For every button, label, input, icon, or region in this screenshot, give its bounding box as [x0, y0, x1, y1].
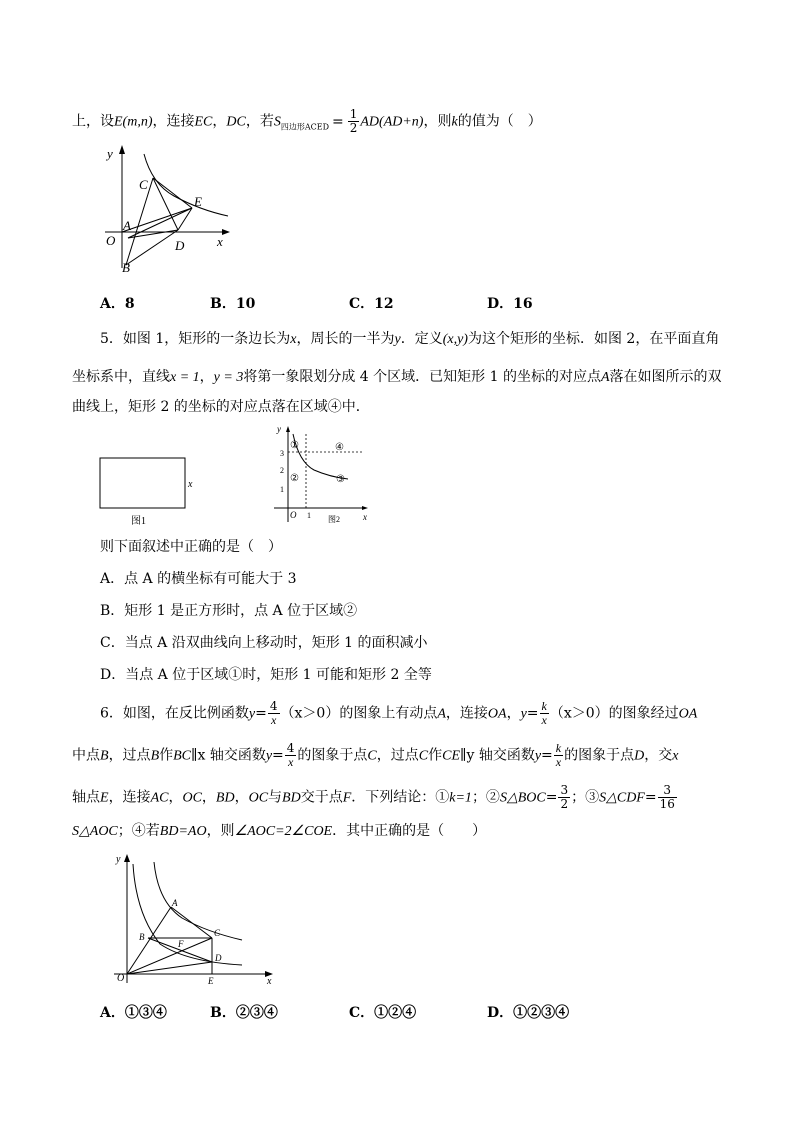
q6-frac-4x-2	[285, 742, 297, 769]
q6-bd-2: BD	[282, 790, 301, 806]
q6-l2-j: ，交	[644, 747, 673, 764]
q6-label-o: O	[117, 973, 125, 984]
q5-fig2-hyperbola	[293, 434, 348, 479]
q6-l4-b: ；④若	[117, 823, 160, 839]
q5-fig2-tick-2: 2	[280, 466, 284, 475]
q6-b-2: B	[150, 748, 160, 764]
q4-text-b: ，连接	[152, 113, 195, 130]
q6-frac-3-2	[558, 784, 570, 811]
q6-line-4	[72, 822, 486, 841]
q5-prompt: 则下面叙述中正确的是（ ）	[100, 539, 282, 555]
q4-label-a: A	[123, 218, 131, 233]
q6-l2-i: 的图象于点	[564, 747, 635, 764]
q6-eq-1: =	[255, 705, 267, 722]
q6-label-x: x	[267, 976, 272, 987]
q5-line-2	[72, 368, 722, 387]
q6-ac: AC	[150, 790, 169, 806]
q6-frac-4x-1	[268, 700, 280, 727]
q5-fig2-caption: 图2	[328, 515, 340, 524]
q6-e-1: E	[100, 790, 109, 806]
q5-line-1	[100, 330, 719, 349]
q4-seg-cd	[153, 178, 178, 230]
q6-l2-e: 的图象于点	[297, 747, 368, 764]
q6-oc-2: OC	[248, 790, 269, 806]
q6-label-d: D	[215, 953, 222, 963]
q4-seg-dc: DC	[226, 114, 246, 130]
q6-l2-c: 作	[159, 747, 174, 764]
q5-fig2-y-label: y	[277, 424, 281, 434]
q5-fig1-x-label: x	[188, 479, 193, 490]
q6-frac-3-16-num: 3	[658, 784, 677, 798]
q6-seg-od	[127, 962, 212, 974]
q6-option-d[interactable]: D．①②③④	[487, 1005, 570, 1021]
q4-option-a[interactable]: A．8	[100, 296, 135, 312]
q6-l4-e: ∠AOC=2∠COE	[234, 824, 333, 839]
q5-fig2-x-arrow	[362, 506, 368, 510]
q6-y-4: y	[534, 748, 542, 764]
q6-b-1: B	[100, 748, 109, 764]
q5-l1-d: 为这个矩形的坐标．如图 2，在平面直角	[467, 331, 720, 347]
q5-line-3: 曲线上，矩形 2 的坐标的对应点落在区域④中．	[72, 399, 370, 415]
q4-label-e: E	[194, 194, 202, 209]
q6-l1-b: 的图象上有动点	[339, 705, 438, 722]
q6-frac-3-16	[658, 784, 677, 811]
q5-rectangle-1	[100, 458, 185, 508]
q6-line-1	[100, 700, 697, 728]
q6-k1: k=1	[449, 790, 472, 806]
q4-label-b: B	[122, 260, 130, 275]
q5-fig2-region-3: ③	[336, 474, 345, 485]
q4-label-y: y	[107, 146, 113, 161]
q6-l4-f: ．其中正确的是（ ）	[332, 823, 487, 839]
q6-frac-kx-2-num: k	[555, 741, 562, 755]
q5-l1-xy: (x,y)	[442, 332, 468, 347]
q6-y-2: y	[520, 706, 527, 722]
q6-figure	[102, 850, 282, 990]
q6-s-cdf: S△CDF	[599, 790, 645, 806]
q5-l2-a-point: A	[600, 370, 610, 385]
q6-l3-d: 与	[268, 789, 283, 806]
q6-label-a: A	[172, 898, 178, 908]
q6-hyperbola-4x	[154, 862, 242, 940]
q6-frac-4x-2-den: x	[287, 755, 294, 769]
q6-l1-d: 的图象经过	[608, 705, 679, 722]
q6-s-aoc: S△AOC	[72, 824, 118, 839]
q5-l2-y3: y = 3	[213, 370, 244, 385]
q6-frac-4x-1-den: x	[271, 713, 277, 727]
q4-text-c: ，若	[245, 113, 274, 130]
q6-l2-b: ，过点	[108, 747, 151, 764]
q5-l2-a: 坐标系中，直线	[72, 369, 170, 385]
q6-bc: BC	[173, 748, 192, 764]
q5-fig2-region-2: ②	[290, 473, 299, 484]
q4-half-num: 1	[349, 107, 358, 121]
q6-frac-kx-1-den: x	[541, 713, 547, 727]
q5-option-c[interactable]: C．当点 A 沿双曲线向上移动时，矩形 1 的面积减小	[100, 635, 428, 651]
q4-label-c: C	[139, 177, 148, 192]
q6-l2-g: 作	[428, 747, 443, 764]
q6-eq-3: =	[272, 747, 284, 764]
q4-area-s: S	[273, 114, 281, 130]
q6-oa-1: OA	[487, 706, 507, 722]
q6-l1-c: ，连接	[445, 705, 488, 722]
q5-figure-1	[96, 455, 206, 530]
q6-l3-c1: ，	[168, 789, 183, 806]
q4-x-arrow	[222, 229, 230, 235]
q4-half-den: 2	[349, 121, 358, 135]
q6-frac-3-16-den: 16	[659, 797, 675, 811]
q6-seg-oc	[127, 938, 212, 974]
q6-f-1: F	[342, 790, 352, 806]
q6-seg-oa	[127, 907, 171, 974]
q4-option-b[interactable]: B．10	[210, 296, 256, 312]
q6-label-c: C	[214, 928, 221, 938]
q6-line-3	[72, 784, 678, 812]
q6-frac-kx-1-num: k	[541, 699, 547, 713]
q6-oc-1: OC	[182, 790, 202, 806]
q5-fig2-origin: O	[290, 510, 297, 520]
q5-l1-x: x	[290, 332, 297, 347]
q5-l1-y: y	[394, 332, 401, 347]
q5-fig2-tick-3: 3	[280, 449, 284, 458]
q6-label-e: E	[208, 976, 214, 986]
q4-eq: =	[332, 113, 344, 130]
q6-label-f: F	[178, 939, 184, 949]
q4-label-x: x	[217, 234, 223, 249]
q5-fig2-region-4: ④	[335, 442, 344, 453]
q6-l4-d: ，则	[206, 823, 235, 839]
q6-option-c[interactable]: C．①②④	[349, 1005, 417, 1021]
q4-half-fraction	[348, 108, 360, 135]
q6-c-1: C	[367, 748, 377, 764]
q6-eq-2: =	[526, 705, 539, 722]
q4-area-sub: 四边形ACED	[280, 122, 329, 132]
q5-fig1-caption: 图1	[131, 516, 146, 527]
q6-line-2	[72, 742, 678, 770]
q6-frac-3-2-den: 2	[560, 797, 569, 811]
q5-l2-x1: x = 1	[170, 370, 200, 385]
q6-hyperbola-kx	[133, 864, 242, 965]
q4-text-d: ，则	[423, 113, 452, 130]
q6-c-2: C	[418, 748, 429, 764]
q6-eq-5: =	[545, 789, 558, 806]
q5-l2-d: 落在如图所示的双	[609, 369, 722, 385]
q5-l1-c: ．定义	[400, 331, 443, 347]
q6-frac-4x-2-num: 4	[286, 741, 295, 755]
q5-fig2-region-1: ①	[290, 440, 299, 451]
q4-label-o: O	[106, 233, 116, 248]
q6-frac-kx-2	[554, 742, 563, 769]
q6-cond-2: （x＞0）	[549, 705, 609, 722]
q4-comma: ，	[212, 113, 227, 130]
q6-frac-4x-1-num: 4	[269, 699, 278, 713]
q6-l3-c3: ，	[234, 789, 249, 806]
q6-l3-b: ，连接	[108, 789, 151, 806]
q4-text-e: 的值为（ ）	[457, 113, 542, 130]
q6-l3-e: 交于点	[300, 789, 343, 806]
q5-l1-a: 5．如图 1，矩形的一条边长为	[100, 331, 291, 347]
q5-fig2-tick-x1: 1	[307, 511, 311, 520]
q5-fig2-y-arrow	[286, 426, 290, 432]
q6-l3-g: ；②	[471, 789, 500, 806]
q6-bd-1: BD	[215, 790, 235, 806]
q4-text-line	[72, 108, 542, 136]
q6-l3-a: 轴点	[72, 789, 100, 806]
q6-l3-c2: ，	[201, 789, 216, 806]
q6-option-b[interactable]: B．②③④	[210, 1005, 278, 1021]
q4-option-c[interactable]: C．12	[349, 296, 394, 312]
q4-seg-ce	[153, 178, 192, 208]
q6-label-y: y	[116, 854, 121, 865]
q6-frac-kx-1	[540, 700, 549, 727]
q4-area-expr: AD(AD+n)	[360, 114, 424, 130]
q6-l1-a: 6．如图，在反比例函数	[100, 705, 249, 722]
q4-option-d[interactable]: D．16	[487, 296, 533, 312]
q4-text-a: 上，设	[72, 113, 114, 130]
q5-fig2-tick-1: 1	[280, 485, 284, 494]
q6-x-axis-word: x	[672, 748, 679, 764]
q6-option-a[interactable]: A．①③④	[100, 1005, 167, 1021]
q6-l2-d: ∥x 轴交函数	[191, 747, 266, 764]
q5-l1-b: ，周长的一半为	[296, 331, 395, 347]
q6-l4-c: BD=AO	[159, 824, 207, 839]
q6-s-boc: S△BOC	[499, 790, 546, 806]
q4-seg-od-a	[122, 208, 192, 232]
q6-eq-6: =	[644, 789, 657, 806]
q6-label-b: B	[139, 932, 145, 942]
q5-l2-c: 将第一象限划分成 4 个区域．已知矩形 1 的坐标的对应点	[243, 369, 601, 385]
q6-comma-1: ，	[506, 705, 521, 722]
q6-d-1: D	[634, 748, 645, 764]
q5-l2-b: ，	[199, 369, 214, 385]
q6-cond-1: （x＞0）	[280, 705, 340, 722]
q5-option-a[interactable]: A．点 A 的横坐标有可能大于 3	[100, 571, 297, 587]
q4-y-arrow	[119, 145, 125, 154]
q6-ce: CE	[442, 748, 460, 764]
q4-seg-ec: EC	[194, 114, 213, 130]
q5-figure-2	[268, 422, 373, 527]
q6-frac-kx-2-den: x	[555, 755, 562, 769]
q6-l2-f: ，过点	[376, 747, 419, 764]
q6-y-arrow	[124, 854, 130, 862]
q6-y-1: y	[248, 706, 256, 722]
q4-label-d: D	[175, 238, 185, 253]
q6-y-3: y	[265, 748, 273, 764]
q6-l2-a: 中点	[72, 747, 100, 764]
q5-option-b[interactable]: B．矩形 1 是正方形时，点 A 位于区域②	[100, 603, 358, 619]
q6-l2-h: ∥y 轴交函数	[460, 747, 535, 764]
q6-l3-f: ．下列结论：①	[351, 789, 450, 806]
q5-fig2-x-label: x	[363, 512, 367, 522]
q4-figure	[100, 140, 240, 275]
q5-option-d[interactable]: D．当点 A 位于区域①时，矩形 1 可能和矩形 2 全等	[100, 667, 432, 683]
q6-frac-3-2-num: 3	[560, 783, 569, 797]
q4-point-e: E(m,n)	[114, 114, 153, 130]
q6-seg-ac	[171, 907, 212, 938]
q6-oa-2: OA	[678, 706, 698, 722]
q4-k: k	[451, 114, 458, 130]
q6-l3-h: ；③	[571, 789, 600, 806]
q6-eq-4: =	[541, 747, 553, 764]
q6-a-1: A	[437, 706, 446, 722]
